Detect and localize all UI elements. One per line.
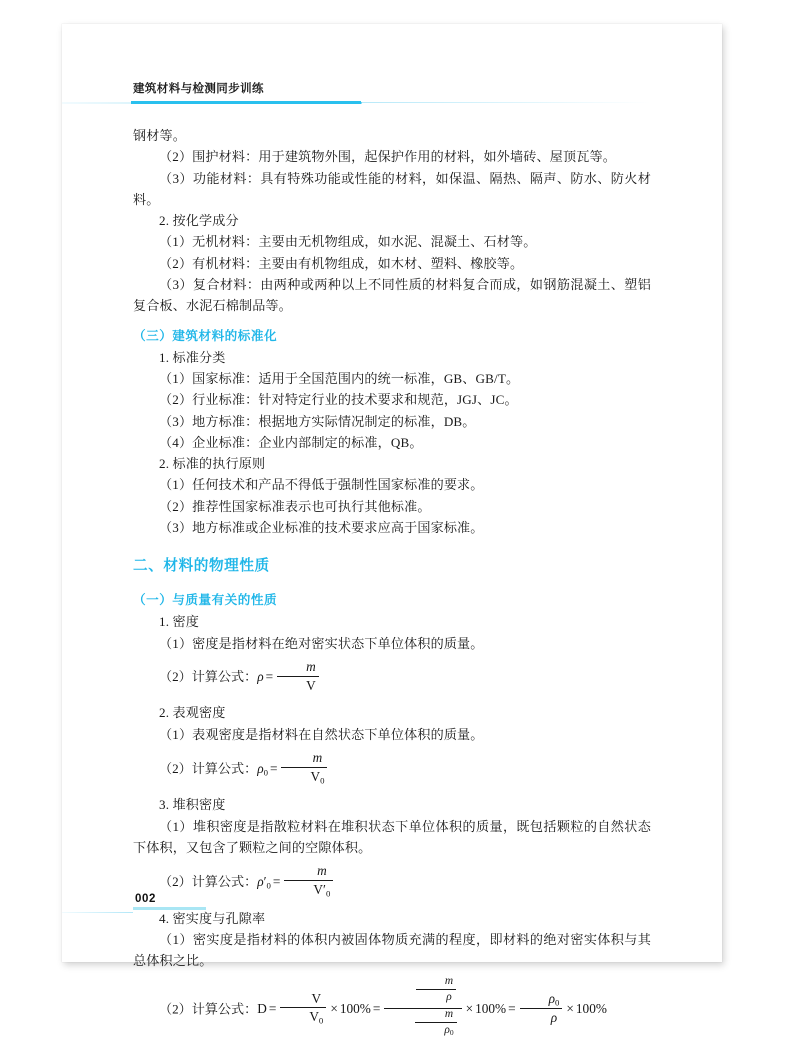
formula-compactness-term2-denominator [384,1009,461,1040]
formula-bulk-density-numerator: m [284,863,333,881]
formula-apparent-density-lhs-subscript: 0 [263,767,268,778]
formula-apparent-density-fraction [281,750,327,786]
page-number: 002 [135,893,156,905]
heading-by-chemical-composition: 2. 按化学成分 [159,213,239,229]
formula-apparent-density-equals: = [269,760,278,776]
formula-compactness-term2-numerator-numerator: m [416,975,456,990]
formula-compactness-term1-denominator [280,1008,326,1026]
formula-apparent-density-denominator-symbol: V [310,768,321,784]
formula-bulk-density-denominator-prime: ′ [323,882,326,897]
formula-compactness-term3-numerator-subscript: 0 [555,997,560,1008]
paragraph-principle-2: （2）推荐性国家标准表示也可执行其他标准。 [159,498,431,514]
heading-physical-properties: 二、材料的物理性质 [133,558,270,575]
formula-bulk-density-denominator-subscript: 0 [325,888,331,899]
paragraph-inorganic-material: （1）无机材料：主要由无机物组成，如水泥、混凝土、石材等。 [159,234,537,250]
formula-compactness-term2-denominator-denominator-subscript: 0 [449,1028,454,1038]
formula-apparent-density-denominator [281,768,327,786]
paragraph-national-standard: （1）国家标准：适用于全国范围内的统一标准，GB、GB/T。 [159,370,520,386]
formula-compactness-term2-numerator-fraction [416,975,456,1005]
formula-compactness-times-3: × [566,1001,574,1017]
formula-bulk-density-equals: = [272,874,281,890]
paragraph-functional-material: （3）功能材料：具有特殊功能或性能的材料，如保温、隔热、隔声、防水、防火材料。 [133,170,651,207]
formula-compactness-times-1: × [330,1001,338,1017]
formula-compactness-times-2: × [465,1001,474,1017]
formula-density [257,658,321,693]
heading-compactness: 4. 密实度与孔隙率 [159,910,266,926]
formula-bulk-density-label: （2）计算公式： [159,874,258,890]
paragraph-principle-3: （3）地方标准或企业标准的技术要求应高于国家标准。 [159,520,484,536]
formula-compactness-term2-fraction [384,977,461,1040]
paragraph-density-definition: （1）密度是指材料在绝对密实状态下单位体积的质量。 [159,635,484,651]
header-rule-accent [131,101,361,105]
formula-compactness-line [133,972,651,1049]
formula-density-numerator: m [277,659,319,677]
formula-compactness-term1-numerator: V [280,991,326,1009]
folio-rule-left-tail [62,912,133,913]
heading-standard-classification: 1. 标准分类 [159,349,226,365]
formula-compactness-term1-fraction [280,991,326,1027]
formula-compactness-term1-denominator-subscript: 0 [318,1015,324,1026]
page-content [133,125,651,1049]
formula-bulk-density-lhs-prime: ′ [263,874,267,890]
page-sheet [62,24,722,1038]
formula-apparent-density-line [133,745,651,795]
heading-bulk-density: 3. 堆积密度 [159,797,226,813]
formula-compactness-lhs: D [257,1001,267,1017]
heading-execution-principles: 2. 标准的执行原则 [159,456,266,472]
page-folio [133,893,333,910]
formula-compactness-term2-denominator-denominator-symbol: ρ [444,1024,450,1037]
paragraph-local-standard: （3）地方标准：根据地方实际情况制定的标准，DB。 [159,413,476,429]
heading-density: 1. 密度 [159,614,200,630]
paragraph-apparent-density-definition: （1）表观密度是指材料在自然状态下单位体积的质量。 [159,726,484,742]
formula-apparent-density [257,749,329,786]
formula-compactness-term2-denominator-numerator: m [415,1008,456,1023]
paragraph-principle-1: （1）任何技术和产品不得低于强制性国家标准的要求。 [159,477,484,493]
heading-mass-related-properties: （一）与质量有关的性质 [133,593,278,608]
running-header [62,80,722,110]
paragraph-industry-standard: （2）行业标准：针对特定行业的技术要求和规范，JGJ、JC。 [159,392,518,408]
paragraph-continued-line: 钢材等。 [133,128,186,143]
formula-bulk-density-denominator-symbol: V [313,882,324,897]
formula-density-equals: = [265,669,274,685]
formula-compactness-term3-denominator: ρ [550,1010,558,1026]
formula-density-denominator: V [306,677,316,693]
formula-compactness-percent-3: 100% [575,1001,607,1017]
formula-compactness-term2-denominator-denominator [415,1023,456,1038]
formula-density-fraction [277,659,319,693]
heading-apparent-density: 2. 表观密度 [159,705,226,721]
formula-compactness-equals-2: = [372,1001,381,1017]
formula-compactness-equals-3: = [508,1001,516,1017]
formula-apparent-density-lhs: ρ [257,760,264,776]
folio-rule [133,907,206,910]
formula-apparent-density-label: （2）计算公式： [159,760,258,776]
formula-compactness [257,975,607,1038]
formula-density-label: （2）计算公式： [159,669,258,685]
formula-compactness-term1-denominator-symbol: V [309,1009,319,1025]
formula-compactness-term2-numerator-denominator: ρ [446,991,452,1004]
heading-standardization: （三）建筑材料的标准化 [133,328,278,343]
paragraph-organic-material: （2）有机材料：主要由有机物组成，如木材、塑料、橡胶等。 [159,255,524,271]
formula-bulk-density-lhs-subscript: 0 [266,880,271,891]
formula-compactness-term2-numerator [384,977,461,1009]
formula-bulk-density [257,863,335,899]
paragraph-protective-material: （2）围护材料：用于建筑物外围，起保护作用的材料，如外墙砖、屋顶瓦等。 [159,149,616,165]
paragraph-compactness-definition: （1）密实度是指材料的体积内被固体物质充满的程度，即材料的绝对密实体积与其总体积之比。 [133,932,651,969]
formula-compactness-term3-numerator [520,991,563,1010]
formula-apparent-density-numerator: m [281,750,327,768]
paragraph-bulk-density-definition: （1）堆积密度是指散粒材料在堆积状态下单位体积的质量，既包括颗粒的自然状态下体积，又包含了颗粒之间的空隙体积。 [133,818,651,855]
header-title: 建筑材料与检测同步训练 [133,83,264,95]
formula-compactness-term3-fraction [520,991,563,1027]
formula-density-lhs: ρ [257,669,264,685]
header-rule-right-fade [361,102,651,103]
formula-bulk-density-lhs: ρ [257,874,264,890]
formula-compactness-term2-denominator-fraction [415,1008,456,1038]
formula-compactness-term3-numerator-symbol: ρ [548,990,555,1006]
formula-compactness-equals-1: = [268,1001,277,1017]
paragraph-composite-material: （3）复合材料：由两种或两种以上不同性质的材料复合而成，如钢筋混凝土、塑铝复合板、水泥石棉制品等。 [133,277,651,314]
formula-density-line [133,654,651,702]
formula-apparent-density-denominator-subscript: 0 [320,775,325,786]
formula-compactness-percent-2: 100% [475,1001,507,1017]
formula-compactness-label: （2）计算公式： [159,1001,258,1017]
formula-compactness-percent-1: 100% [339,1001,371,1017]
paragraph-enterprise-standard: （4）企业标准：企业内部制定的标准，QB。 [159,434,423,450]
